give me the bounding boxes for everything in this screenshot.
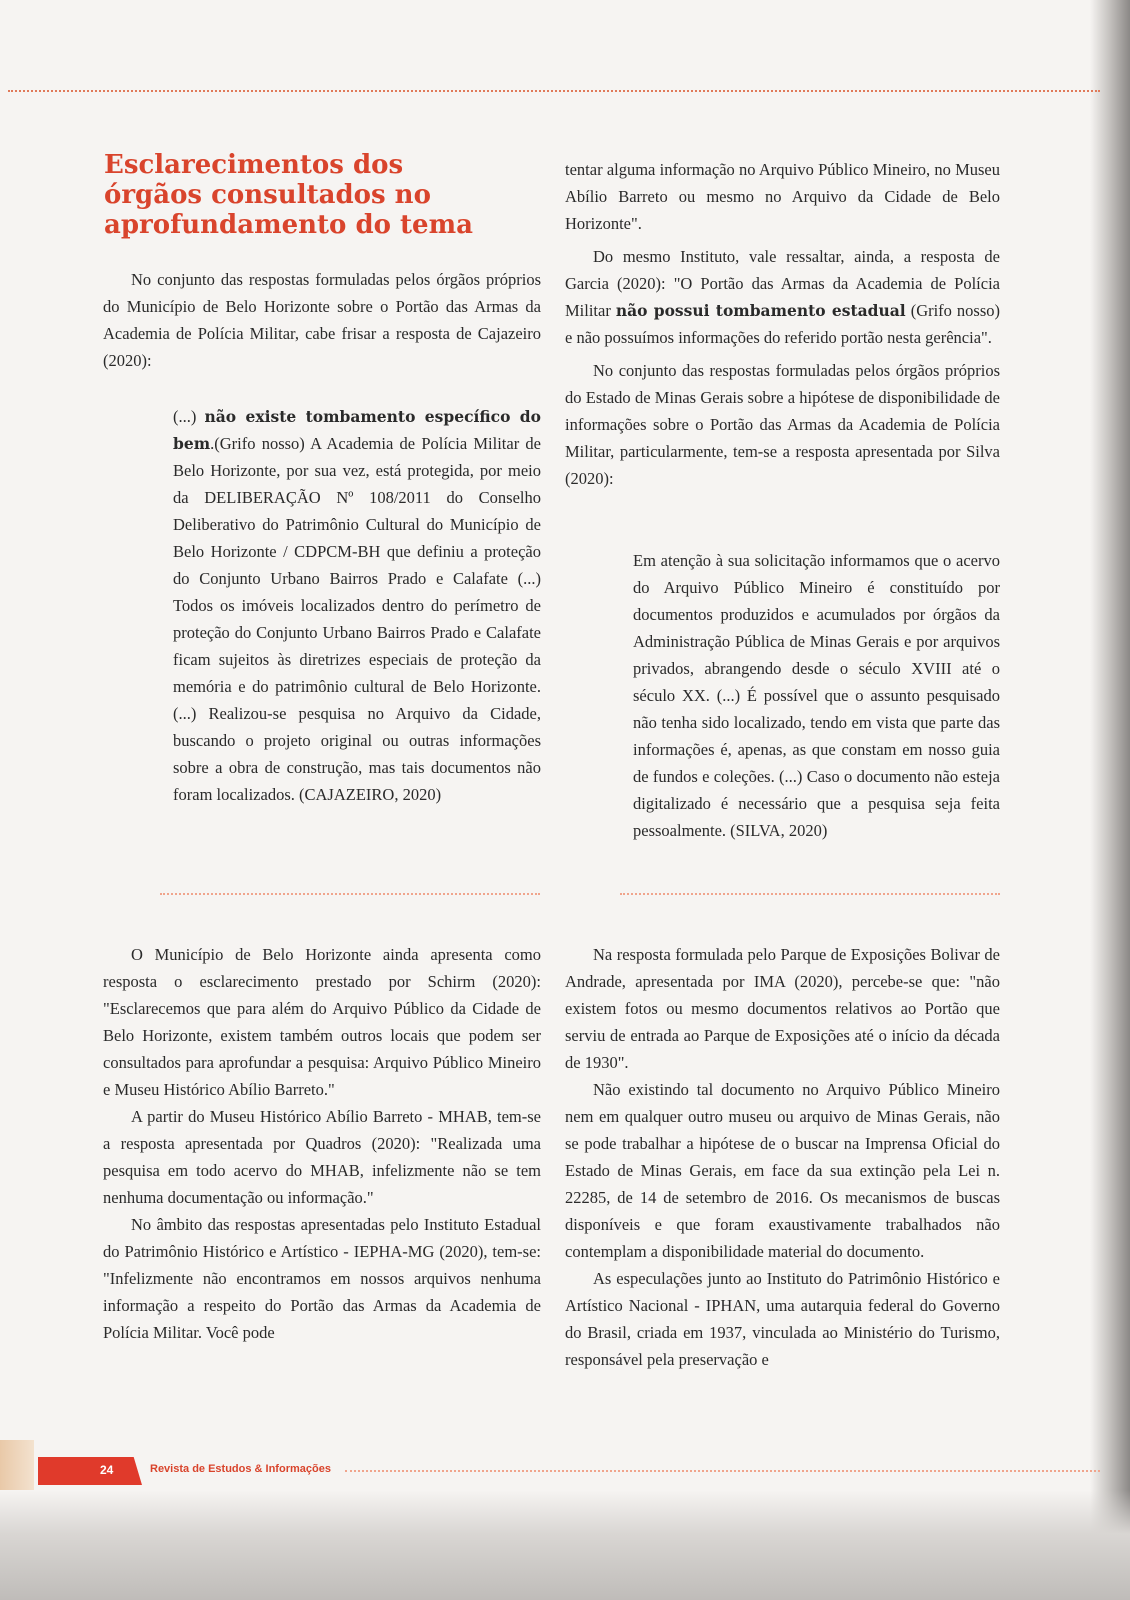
quote-rest: .(Grifo nosso) A Academia de Polícia Militar de Belo Horizonte, por sua vez, está protegida, por meio da DELIBERAÇÃO Nº 108/2011 do Conselho Deliberativo do Patrimônio Cultural do Município de Belo Horizonte / CDPCM-BH que definiu a proteção do Conjunto Urbano Bairros Prado e Calafate (...) Todos os imóveis localizados dentro do perímetro de proteção do Conjunto Urbano Bairros Prado e Calafate ficam sujeitos às diretrizes especiais de proteção da memória e do patrimônio cultural de Belo Horizonte. (...) Realizou-se pesquisa no Arquivo da Cidade, buscando o projeto original ou outras informações sobre a obra de construção, mas tais documentos não foram localizados. (CAJAZEIRO, 2020) xyxy=(173,434,541,804)
column-right-top xyxy=(565,156,1000,492)
heading-line-1: Esclarecimentos dos xyxy=(104,150,404,180)
bold-text: não possui tombamento estadual xyxy=(615,301,906,320)
text-span: Do mesmo Instituto, vale ressaltar, ainda, a resposta de Garcia (2020): "O Portão das Armas da Academia de Polícia Militar xyxy=(565,247,1000,320)
text-span: (Grifo nosso) e não possuímos informações do referido portão nesta gerência". xyxy=(565,301,1001,347)
paragraph: O Município de Belo Horizonte ainda apresenta como resposta o esclarecimento prestado por Schirm (2020): "Esclarecemos que para além do Arquivo Público da Cidade de Belo Horizonte, existem também outros locais que podem ser consultados para aprofundar a pesquisa: Arquivo Público Mineiro e Museu Histórico Abílio Barreto." xyxy=(103,945,541,1099)
quote-prefix: (...) xyxy=(173,407,205,426)
paragraph: tentar alguma informação no Arquivo Público Mineiro, no Museu Abílio Barreto ou mesmo no Arquivo da Cidade de Belo Horizonte". xyxy=(565,160,1000,233)
top-dotted-rule xyxy=(8,90,1100,92)
page-number: 24 xyxy=(100,1463,114,1477)
quote-divider-right xyxy=(620,893,1000,895)
quote-text xyxy=(173,403,541,808)
column-left-top xyxy=(103,266,541,374)
blockquote-silva xyxy=(633,547,1000,844)
paragraph: Na resposta formulada pelo Parque de Exposições Bolivar de Andrade, apresentada por IMA (2020), percebe-se que: "não existem fotos ou mesmo documentos relativos ao Portão que serviu de entrada ao Parque de Exposições até o início da década de 1930". xyxy=(565,945,1000,1072)
paragraph: As especulações junto ao Instituto do Patrimônio Histórico e Artístico Nacional - IPHAN, uma autarquia federal do Governo do Brasil, criada em 1937, vinculada ao Ministério do Turismo, responsável pela preservação e xyxy=(565,1269,1000,1369)
footer-page-tab xyxy=(38,1457,142,1485)
heading-line-3: aprofundamento do tema xyxy=(104,210,473,240)
column-right-bottom xyxy=(565,941,1000,1373)
paragraph: A partir do Museu Histórico Abílio Barreto - MHAB, tem-se a resposta apresentada por Quadros (2020): "Realizada uma pesquisa em todo acervo do MHAB, infelizmente não se tem nenhuma documentação ou informação." xyxy=(103,1107,541,1207)
blockquote-cajazeiro xyxy=(173,403,541,808)
column-left-bottom xyxy=(103,941,541,1346)
paragraph: No conjunto das respostas formuladas pelos órgãos próprios do Estado de Minas Gerais sobre a hipótese de disponibilidade de informações sobre o Portão das Armas da Academia de Polícia Militar, particularmente, tem-se a resposta apresentada por Silva (2020): xyxy=(565,361,1000,488)
paragraph xyxy=(565,243,1000,351)
footer-dotted-rule xyxy=(345,1470,1100,1472)
paragraph: No conjunto das respostas formuladas pelos órgãos próprios do Município de Belo Horizonte sobre o Portão das Armas da Academia de Polícia Militar, cabe frisar a resposta de Cajazeiro (2020): xyxy=(103,270,541,370)
section-heading xyxy=(104,150,524,240)
scan-edge-mark xyxy=(0,1440,34,1490)
quote-bold: não existe tombamento específico do bem xyxy=(173,407,541,453)
heading-line-2: órgãos consultados no xyxy=(104,180,431,210)
quote-divider-left xyxy=(160,893,540,895)
scan-shadow-right xyxy=(1090,0,1130,1600)
quote-text: Em atenção à sua solicitação informamos que o acervo do Arquivo Público Mineiro é constituído por documentos produzidos e acumulados por órgãos da Administração Pública de Minas Gerais e por arquivos privados, abrangendo desde o século XVIII até o século XX. (...) É possível que o assunto pesquisado não tenha sido localizado, tendo em vista que parte das informações é, apenas, as que constam em nosso guia de fundos e coleções. (...) Caso o documento não esteja digitalizado é necessário que a pesquisa seja feita pessoalmente. (SILVA, 2020) xyxy=(633,551,1000,840)
journal-title: Revista de Estudos & Informações xyxy=(150,1463,331,1475)
paragraph: Não existindo tal documento no Arquivo Público Mineiro nem em qualquer outro museu ou arquivo de Minas Gerais, não se pode trabalhar a hipótese de o buscar na Imprensa Oficial do Estado de Minas Gerais, em face da sua extinção pela Lei n. 22285, de 14 de setembro de 2016. Os mecanismos de buscas disponíveis e que foram exaustivamente trabalhados não contemplam a disponibilidade material do documento. xyxy=(565,1080,1000,1261)
paragraph: No âmbito das respostas apresentadas pelo Instituto Estadual do Patrimônio Histórico e Artístico - IEPHA-MG (2020), tem-se: "Infelizmente não encontramos em nossos arquivos nenhuma informação a respeito do Portão das Armas da Academia de Polícia Militar. Você pode xyxy=(103,1215,541,1342)
scan-shadow-bottom xyxy=(0,1490,1130,1600)
